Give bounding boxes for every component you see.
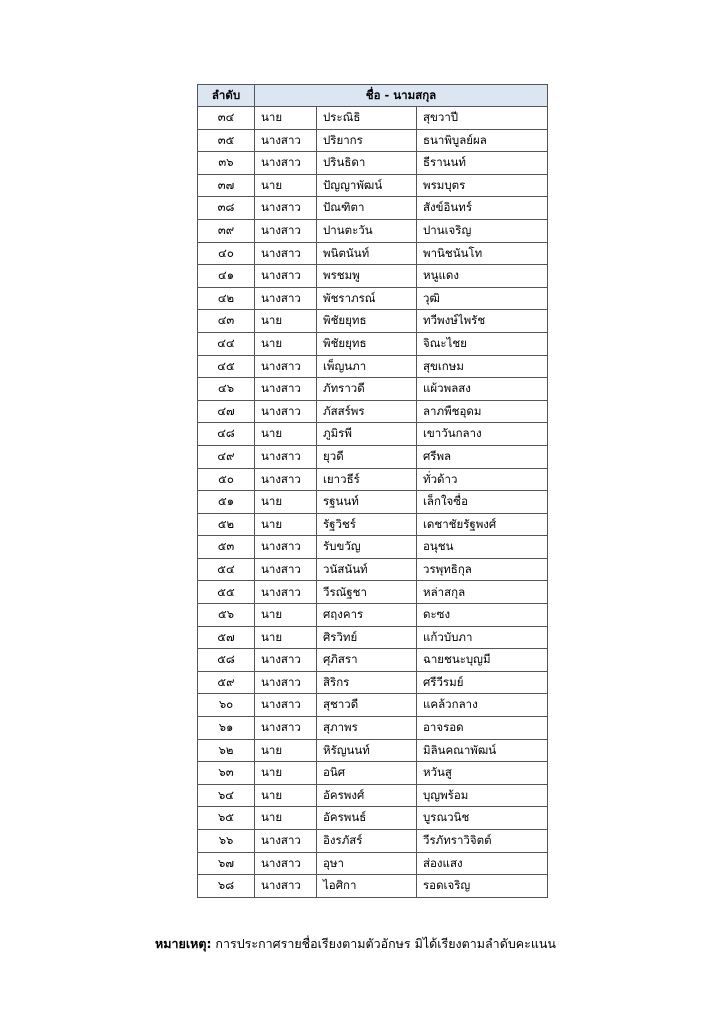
table-row	[198, 762, 548, 785]
last-name-cell: แก้วบับภา	[417, 626, 548, 649]
header-order: ลำดับ	[198, 85, 255, 107]
order-cell: ๔๓	[198, 310, 255, 333]
order-cell: ๓๔	[198, 107, 255, 130]
title-cell: นางสาว	[255, 671, 317, 694]
first-name-cell: วนัสนันท์	[317, 558, 417, 581]
order-cell: ๔๑	[198, 265, 255, 288]
order-cell: ๕๘	[198, 649, 255, 672]
table-row	[198, 694, 548, 717]
last-name-cell: แผ้วพลสง	[417, 378, 548, 401]
first-name-cell: อัครพงศ์	[317, 784, 417, 807]
table-row	[198, 265, 548, 288]
title-cell: นางสาว	[255, 581, 317, 604]
last-name-cell: เดชาชัยรัฐพงศ์	[417, 513, 548, 536]
title-cell: นางสาว	[255, 875, 317, 898]
first-name-cell: ปัณฑิตา	[317, 197, 417, 220]
first-name-cell: สิริกร	[317, 671, 417, 694]
first-name-cell: พรชมพู	[317, 265, 417, 288]
title-cell: นาย	[255, 739, 317, 762]
order-cell: ๖๔	[198, 784, 255, 807]
order-cell: ๖๒	[198, 739, 255, 762]
first-name-cell: สุชาวดี	[317, 694, 417, 717]
title-cell: นางสาว	[255, 287, 317, 310]
title-cell: นาย	[255, 604, 317, 627]
last-name-cell: เล็กใจซื่อ	[417, 491, 548, 514]
order-cell: ๔๕	[198, 355, 255, 378]
table-row	[198, 852, 548, 875]
title-cell: นางสาว	[255, 694, 317, 717]
first-name-cell: ศฤงคาร	[317, 604, 417, 627]
last-name-cell: อาจรอด	[417, 717, 548, 740]
order-cell: ๓๗	[198, 174, 255, 197]
title-cell: นางสาว	[255, 852, 317, 875]
table-row	[198, 445, 548, 468]
first-name-cell: อุษา	[317, 852, 417, 875]
footnote	[155, 934, 556, 954]
last-name-cell: วีรภัทราวิจิตต์	[417, 830, 548, 853]
title-cell: นางสาว	[255, 468, 317, 491]
title-cell: นางสาว	[255, 219, 317, 242]
title-cell: นาย	[255, 491, 317, 514]
table-row	[198, 649, 548, 672]
last-name-cell: บูรณวนิช	[417, 807, 548, 830]
order-cell: ๖๘	[198, 875, 255, 898]
last-name-cell: จิณะไชย	[417, 332, 548, 355]
table-row	[198, 491, 548, 514]
order-cell: ๔๐	[198, 242, 255, 265]
table-row	[198, 739, 548, 762]
last-name-cell: บุญพร้อม	[417, 784, 548, 807]
table-row	[198, 513, 548, 536]
first-name-cell: รัฐวิชร์	[317, 513, 417, 536]
order-cell: ๕๗	[198, 626, 255, 649]
last-name-cell: ศรีวีรมย์	[417, 671, 548, 694]
first-name-cell: หิรัญนนท์	[317, 739, 417, 762]
order-cell: ๖๓	[198, 762, 255, 785]
table-row	[198, 310, 548, 333]
title-cell: นางสาว	[255, 378, 317, 401]
table-header-row	[198, 85, 548, 107]
first-name-cell: ศิรวิทย์	[317, 626, 417, 649]
order-cell: ๕๙	[198, 671, 255, 694]
last-name-cell: หวันสู	[417, 762, 548, 785]
table-row	[198, 468, 548, 491]
title-cell: นาย	[255, 310, 317, 333]
table-row	[198, 581, 548, 604]
last-name-cell: พานิชนันโท	[417, 242, 548, 265]
first-name-cell: ประณิธิ	[317, 107, 417, 130]
first-name-cell: ภัสสร์พร	[317, 400, 417, 423]
title-cell: นางสาว	[255, 536, 317, 559]
last-name-cell: สุขเกษม	[417, 355, 548, 378]
table-row	[198, 355, 548, 378]
table-row	[198, 242, 548, 265]
table-row	[198, 875, 548, 898]
footnote-text: การประกาศรายชื่อเรียงตามตัวอักษร มิได้เรียงตามลำดับคะแนน	[211, 936, 556, 951]
first-name-cell: พิชัยยุทธ	[317, 310, 417, 333]
title-cell: นางสาว	[255, 717, 317, 740]
title-cell: นางสาว	[255, 649, 317, 672]
table-row	[198, 423, 548, 446]
title-cell: นาย	[255, 174, 317, 197]
first-name-cell: รฐนนท์	[317, 491, 417, 514]
order-cell: ๓๕	[198, 129, 255, 152]
title-cell: นาย	[255, 423, 317, 446]
last-name-cell: สังข์อินทร์	[417, 197, 548, 220]
order-cell: ๓๘	[198, 197, 255, 220]
last-name-cell: ฉายชนะบุญมี	[417, 649, 548, 672]
title-cell: นางสาว	[255, 197, 317, 220]
last-name-cell: ปานเจริญ	[417, 219, 548, 242]
order-cell: ๖๐	[198, 694, 255, 717]
last-name-cell: ลาภพืชอุดม	[417, 400, 548, 423]
last-name-cell: ดะซง	[417, 604, 548, 627]
last-name-cell: วุฒิ	[417, 287, 548, 310]
order-cell: ๔๗	[198, 400, 255, 423]
first-name-cell: พนิตนันท์	[317, 242, 417, 265]
first-name-cell: ปรินธิดา	[317, 152, 417, 175]
order-cell: ๔๔	[198, 332, 255, 355]
title-cell: นาย	[255, 762, 317, 785]
table-row	[198, 287, 548, 310]
first-name-cell: ปริยากร	[317, 129, 417, 152]
last-name-cell: ธีรานนท์	[417, 152, 548, 175]
title-cell: นางสาว	[255, 129, 317, 152]
last-name-cell: ศรีพล	[417, 445, 548, 468]
first-name-cell: เพ็ญนภา	[317, 355, 417, 378]
last-name-cell: หล่าสกุล	[417, 581, 548, 604]
table-row	[198, 830, 548, 853]
last-name-cell: แคล้วกลาง	[417, 694, 548, 717]
last-name-cell: รอดเจริญ	[417, 875, 548, 898]
last-name-cell: เขาวันกลาง	[417, 423, 548, 446]
order-cell: ๕๐	[198, 468, 255, 491]
table-row	[198, 129, 548, 152]
order-cell: ๔๒	[198, 287, 255, 310]
title-cell: นาย	[255, 513, 317, 536]
table-row	[198, 604, 548, 627]
name-list-table	[197, 84, 548, 898]
table-row	[198, 807, 548, 830]
first-name-cell: ศุภิสรา	[317, 649, 417, 672]
table-row	[198, 332, 548, 355]
order-cell: ๖๕	[198, 807, 255, 830]
table-row	[198, 558, 548, 581]
table-row	[198, 152, 548, 175]
order-cell: ๓๖	[198, 152, 255, 175]
last-name-cell: ธนาพิบูลย์ผล	[417, 129, 548, 152]
title-cell: นางสาว	[255, 355, 317, 378]
last-name-cell: ทั่วด้าว	[417, 468, 548, 491]
order-cell: ๕๑	[198, 491, 255, 514]
order-cell: ๔๖	[198, 378, 255, 401]
title-cell: นางสาว	[255, 265, 317, 288]
title-cell: นาย	[255, 784, 317, 807]
first-name-cell: วีรณัฐชา	[317, 581, 417, 604]
table-row	[198, 536, 548, 559]
title-cell: นางสาว	[255, 152, 317, 175]
last-name-cell: อนุชน	[417, 536, 548, 559]
table-row	[198, 197, 548, 220]
title-cell: นางสาว	[255, 242, 317, 265]
order-cell: ๕๒	[198, 513, 255, 536]
last-name-cell: วรพุทธิกุล	[417, 558, 548, 581]
first-name-cell: ภัทราวดี	[317, 378, 417, 401]
first-name-cell: อัครพนธ์	[317, 807, 417, 830]
title-cell: นางสาว	[255, 445, 317, 468]
order-cell: ๕๓	[198, 536, 255, 559]
last-name-cell: หนูแดง	[417, 265, 548, 288]
order-cell: ๖๖	[198, 830, 255, 853]
first-name-cell: รับขวัญ	[317, 536, 417, 559]
last-name-cell: สุขวาปี	[417, 107, 548, 130]
order-cell: ๔๘	[198, 423, 255, 446]
first-name-cell: ปานตะวัน	[317, 219, 417, 242]
title-cell: นางสาว	[255, 830, 317, 853]
order-cell: ๖๗	[198, 852, 255, 875]
table-row	[198, 671, 548, 694]
title-cell: นาย	[255, 107, 317, 130]
first-name-cell: ปัญญาพัฒน์	[317, 174, 417, 197]
table-row	[198, 717, 548, 740]
table-row	[198, 174, 548, 197]
table-row	[198, 219, 548, 242]
order-cell: ๕๔	[198, 558, 255, 581]
table-row	[198, 626, 548, 649]
order-cell: ๕๕	[198, 581, 255, 604]
first-name-cell: ไอศิกา	[317, 875, 417, 898]
title-cell: นาย	[255, 332, 317, 355]
first-name-cell: พัชราภรณ์	[317, 287, 417, 310]
header-name: ชื่อ - นามสกุล	[255, 85, 548, 107]
footnote-label: หมายเหตุ:	[155, 936, 212, 951]
order-cell: ๖๑	[198, 717, 255, 740]
order-cell: ๓๙	[198, 219, 255, 242]
first-name-cell: อนิศ	[317, 762, 417, 785]
first-name-cell: เยาวธีร์	[317, 468, 417, 491]
last-name-cell: มิลินคณาพัฒน์	[417, 739, 548, 762]
title-cell: นางสาว	[255, 558, 317, 581]
title-cell: นาย	[255, 626, 317, 649]
first-name-cell: ยุวดี	[317, 445, 417, 468]
last-name-cell: ส่องแสง	[417, 852, 548, 875]
order-cell: ๕๖	[198, 604, 255, 627]
first-name-cell: สุภาพร	[317, 717, 417, 740]
table-row	[198, 378, 548, 401]
table-row	[198, 400, 548, 423]
title-cell: นาย	[255, 807, 317, 830]
table-row	[198, 784, 548, 807]
last-name-cell: ทวีพงษ์ไพรัช	[417, 310, 548, 333]
first-name-cell: ภูมิรพี	[317, 423, 417, 446]
title-cell: นางสาว	[255, 400, 317, 423]
first-name-cell: พิชัยยุทธ	[317, 332, 417, 355]
order-cell: ๔๙	[198, 445, 255, 468]
last-name-cell: พรมบุตร	[417, 174, 548, 197]
first-name-cell: อิงรภัสร์	[317, 830, 417, 853]
table-row	[198, 107, 548, 130]
